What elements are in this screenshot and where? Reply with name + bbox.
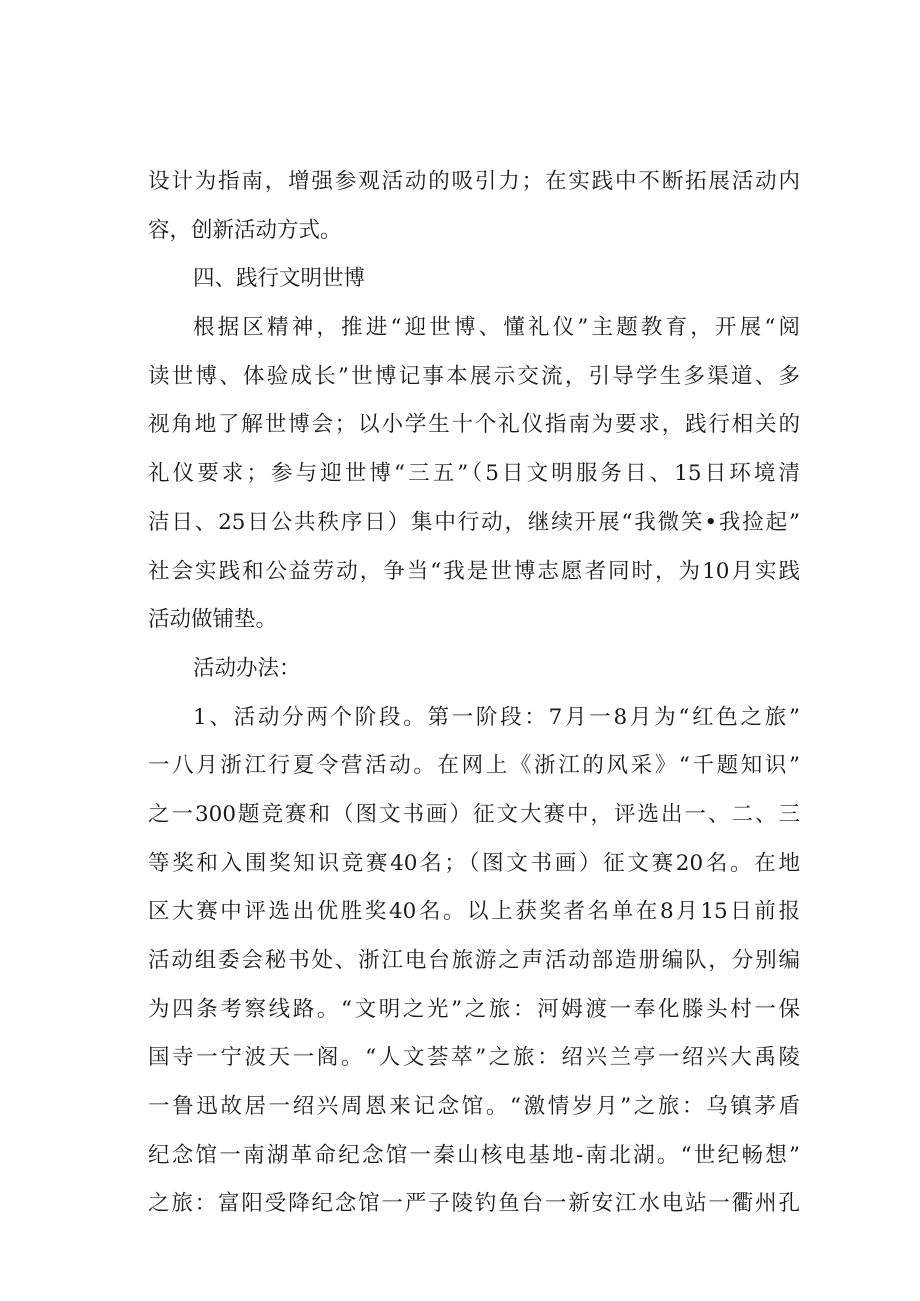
text-line-16: 区大赛中评选出优胜奖40名。以上获奖者名单在8月15日前报 bbox=[148, 899, 800, 925]
text-line-18: 为四条考察线路。“文明之光”之旅：河姆渡一奉化滕头村一保 bbox=[148, 996, 800, 1022]
text-line-17: 活动组委会秘书处、浙江电台旅游之声活动部造册编队，分别编 bbox=[148, 948, 800, 973]
text-line-13: 一八月浙江行夏令营活动。在网上《浙江的风采》“千题知识” bbox=[148, 753, 800, 779]
text-line-2: 容，创新活动方式。 bbox=[148, 217, 342, 243]
text-line-6: 视角地了解世博会；以小学生十个礼仪指南为要求，践行相关的 bbox=[148, 412, 800, 438]
text-line-22: 之旅：富阳受降纪念馆一严子陵钓鱼台一新安江水电站一衢州孔 bbox=[148, 1191, 800, 1217]
text-line-7: 礼仪要求；参与迎世博“三五”（5日文明服务日、15日环境清 bbox=[148, 461, 800, 487]
document-body bbox=[148, 158, 800, 1229]
section-heading: 四、践行文明世博 bbox=[193, 266, 366, 292]
text-line-9: 社会实践和公益劳动，争当“我是世博志愿者同时，为10月实践 bbox=[148, 558, 800, 584]
text-line-5: 读世博、体验成长”世博记事本展示交流，引导学生多渠道、多 bbox=[148, 363, 800, 389]
subheading-methods: 活动办法： bbox=[193, 655, 301, 681]
text-line-12: 1、活动分两个阶段。第一阶段：7月一8月为“红色之旅” bbox=[193, 704, 800, 730]
text-line-15: 等奖和入围奖知识竞赛40名；（图文书画）征文赛20名。在地 bbox=[148, 850, 800, 876]
text-line-8: 洁日、25日公共秩序日）集中行动，继续开展“我微笑•我捡起” bbox=[148, 509, 800, 535]
text-line-1: 设计为指南，增强参观活动的吸引力；在实践中不断拓展活动内 bbox=[148, 169, 800, 194]
text-line-10: 活动做铺垫。 bbox=[148, 607, 278, 633]
text-line-20: 一鲁迅故居一绍兴周恩来记念馆。“激情岁月”之旅：乌镇茅盾 bbox=[148, 1094, 800, 1120]
text-line-14: 之一300题竞赛和（图文书画）征文大赛中，评选出一、二、三 bbox=[148, 801, 800, 827]
text-line-19: 国寺一宁波天一阁。“人文荟萃”之旅：绍兴兰亭一绍兴大禹陵 bbox=[148, 1045, 800, 1071]
text-line-21: 纪念馆一南湖革命纪念馆一秦山核电基地-南北湖。“世纪畅想” bbox=[148, 1142, 800, 1168]
text-line-4: 根据区精神，推进“迎世博、懂礼仪”主题教育，开展“阅 bbox=[193, 315, 800, 341]
